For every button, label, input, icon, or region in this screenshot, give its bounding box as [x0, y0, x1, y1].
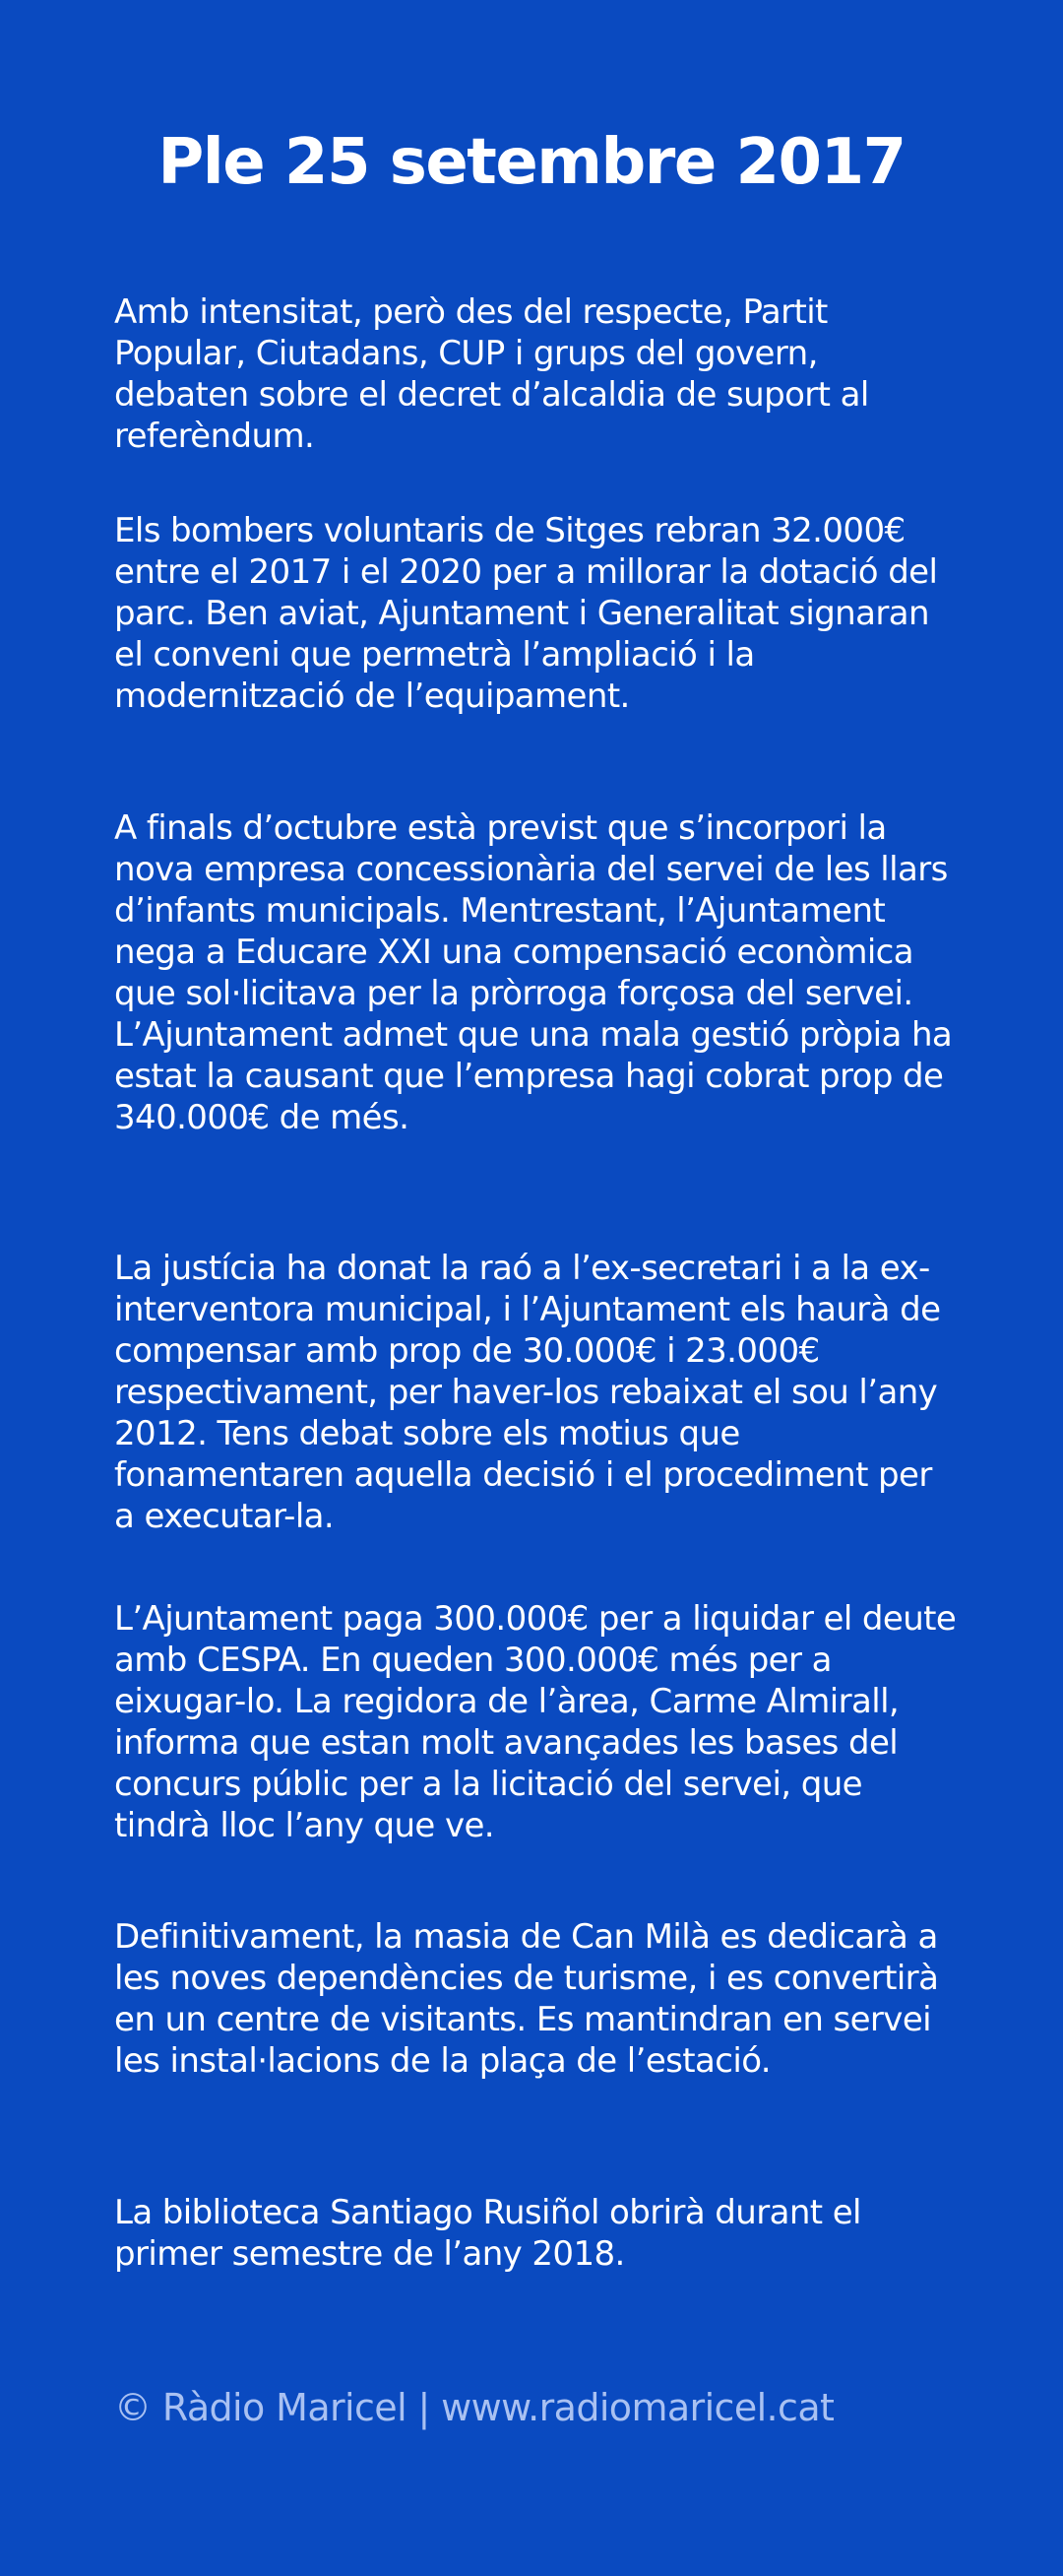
news-item-referendum: Amb intensitat, però des del respecte, Partit Popular, Ciutadans, CUP i grups del govern, debaten sobre el decret d’alcaldia de suport al referèndum.	[114, 292, 869, 456]
news-item-nurseries: A finals d’octubre està previst que s’incorpori la nova empresa concessionària del servei de les llars d’infants municipals. Mentrestant, l’Ajuntament nega a Educare XXI una compensació econòmica que sol·licitava per la pròrroga forçosa del servei. L’Ajuntament admet que una mala gestió pròpia ha estat la causant que l’empresa hagi cobrat prop de 340.000€ de més.	[114, 808, 953, 1137]
news-item-court-ruling: La justícia ha donat la raó a l’ex-secretari i a la ex-interventora municipal, i l’Ajuntament els haurà de compensar amb prop de 30.000€ i 23.000€ respectivament, per haver-los rebaixat el sou l’any 2012. Tens debat sobre els motius que fonamentaren aquella decisió i el procediment per a executar-la.	[114, 1249, 941, 1536]
page-title: Ple 25 setembre 2017	[157, 126, 906, 199]
news-item-library: La biblioteca Santiago Rusiñol obrirà durant el primer semestre de l’any 2018.	[114, 2193, 861, 2274]
news-item-cespa-debt: L’Ajuntament paga 300.000€ per a liquidar el deute amb CESPA. En queden 300.000€ més per a eixugar-lo. La regidora de l’àrea, Carme Almirall, informa que estan molt avançades les bases del concurs públic per a la licitació del servei, que tindrà lloc l’any que ve.	[114, 1599, 957, 1845]
news-item-can-mila: Definitivament, la masia de Can Milà es dedicarà a les noves dependències de turisme, i es convertirà en un centre de visitants. Es mantindran en servei les instal·lacions de la plaça de l’estació.	[114, 1917, 939, 2081]
footer-credit: © Ràdio Maricel | www.radiomaricel.cat	[114, 2386, 835, 2429]
news-item-firefighters: Els bombers voluntaris de Sitges rebran 32.000€ entre el 2017 i el 2020 per a millorar la dotació del parc. Ben aviat, Ajuntament i Generalitat signaran el conveni que permetrà l’ampliació i la modernització de l’equipament.	[114, 511, 938, 716]
